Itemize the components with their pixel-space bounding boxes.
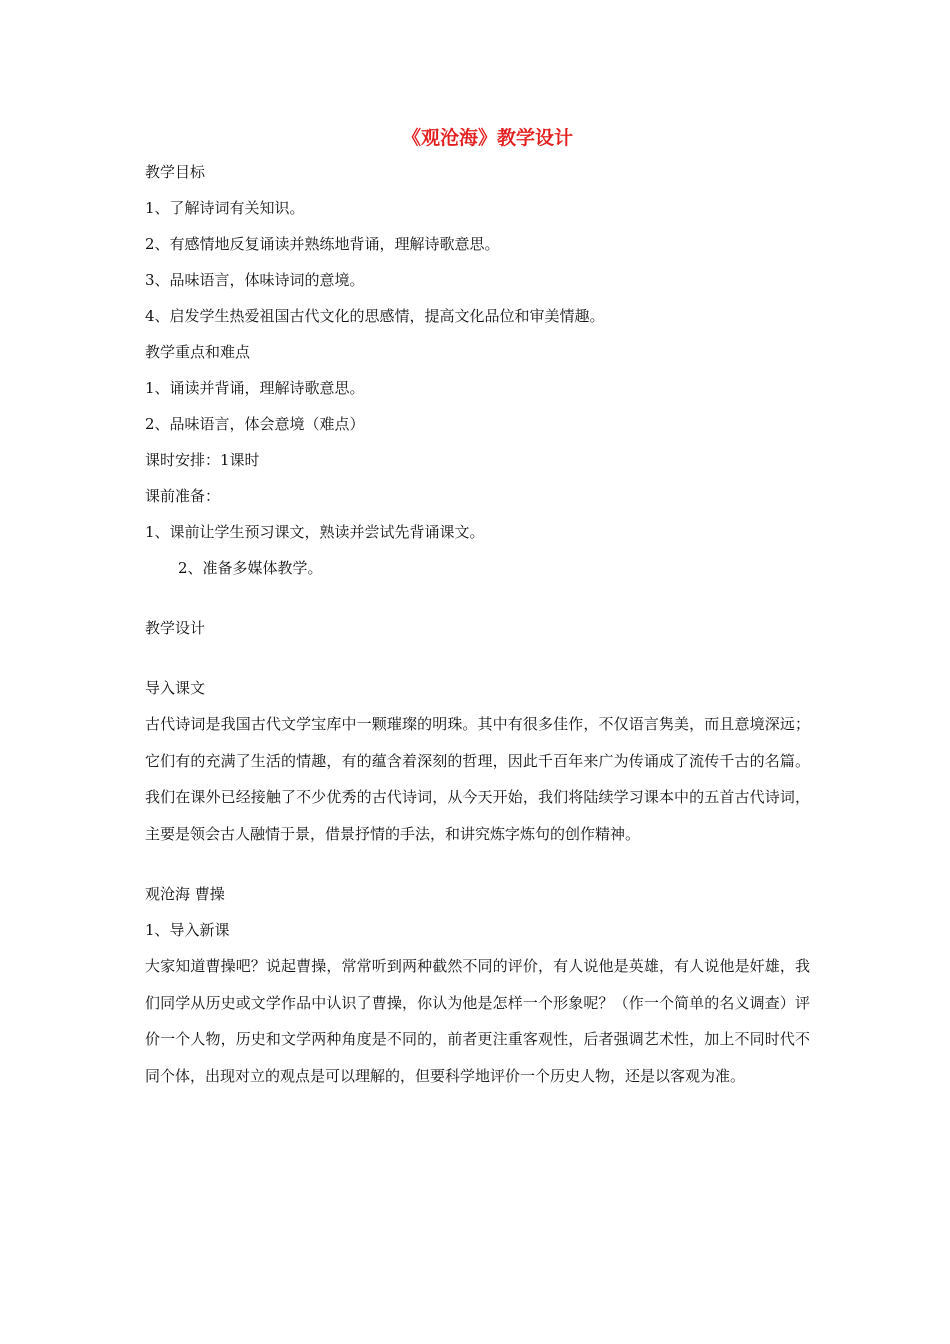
design-heading: 教学设计	[145, 619, 206, 637]
spacer	[145, 852, 810, 876]
preparation-heading: 课前准备：	[145, 487, 221, 505]
document-page	[145, 122, 810, 1094]
objective-item: 2、有感情地反复诵读并熟练地背诵，理解诗歌意思。	[145, 235, 500, 253]
preparation-item: 1、课前让学生预习课文，熟读并尝试先背诵课文。	[145, 523, 485, 541]
schedule-text: 课时安排：1课时	[145, 451, 260, 469]
objective-item: 4、启发学生热爱祖国古代文化的思感情，提高文化品位和审美情趣。	[145, 307, 605, 325]
key-points-heading: 教学重点和难点	[145, 343, 251, 361]
lesson-step: 1、导入新课	[145, 921, 230, 939]
spacer	[145, 646, 810, 670]
preparation-item: 2、准备多媒体教学。	[178, 559, 323, 577]
objectives-heading: 教学目标	[145, 163, 206, 181]
intro-heading: 导入课文	[145, 679, 206, 697]
spacer	[145, 586, 810, 610]
objective-item: 3、品味语言，体味诗词的意境。	[145, 271, 365, 289]
key-point-item: 2、品味语言，体会意境（难点）	[145, 415, 365, 433]
poem-heading: 观沧海 曹操	[145, 885, 225, 903]
objective-item: 1、了解诗词有关知识。	[145, 199, 305, 217]
key-point-item: 1、诵读并背诵，理解诗歌意思。	[145, 379, 365, 397]
intro-paragraph: 古代诗词是我国古代文学宝库中一颗璀璨的明珠。其中有很多佳作，不仅语言隽美，而且意境深远；它们有的充满了生活的情趣，有的蕴含着深刻的哲理，因此千百年来广为传诵成了流传千古的名篇。我们在课外已经接触了不少优秀的古代诗词，从今天开始，我们将陆续学习课本中的五首古代诗词，主要是领会古人融情于景，借景抒情的手法，和讲究炼字炼句的创作精神。	[145, 715, 810, 843]
poem-intro-paragraph: 大家知道曹操吧？说起曹操，常常听到两种截然不同的评价，有人说他是英雄，有人说他是奸雄，我们同学从历史或文学作品中认识了曹操，你认为他是怎样一个形象呢？（作一个简单的名义调查）评价一个人物，历史和文学两种角度是不同的，前者更注重客观性，后者强调艺术性，加上不同时代不同个体，出现对立的观点是可以理解的，但要科学地评价一个历史人物，还是以客观为准。	[145, 957, 810, 1085]
document-title: 《观沧海》教学设计	[401, 127, 573, 149]
